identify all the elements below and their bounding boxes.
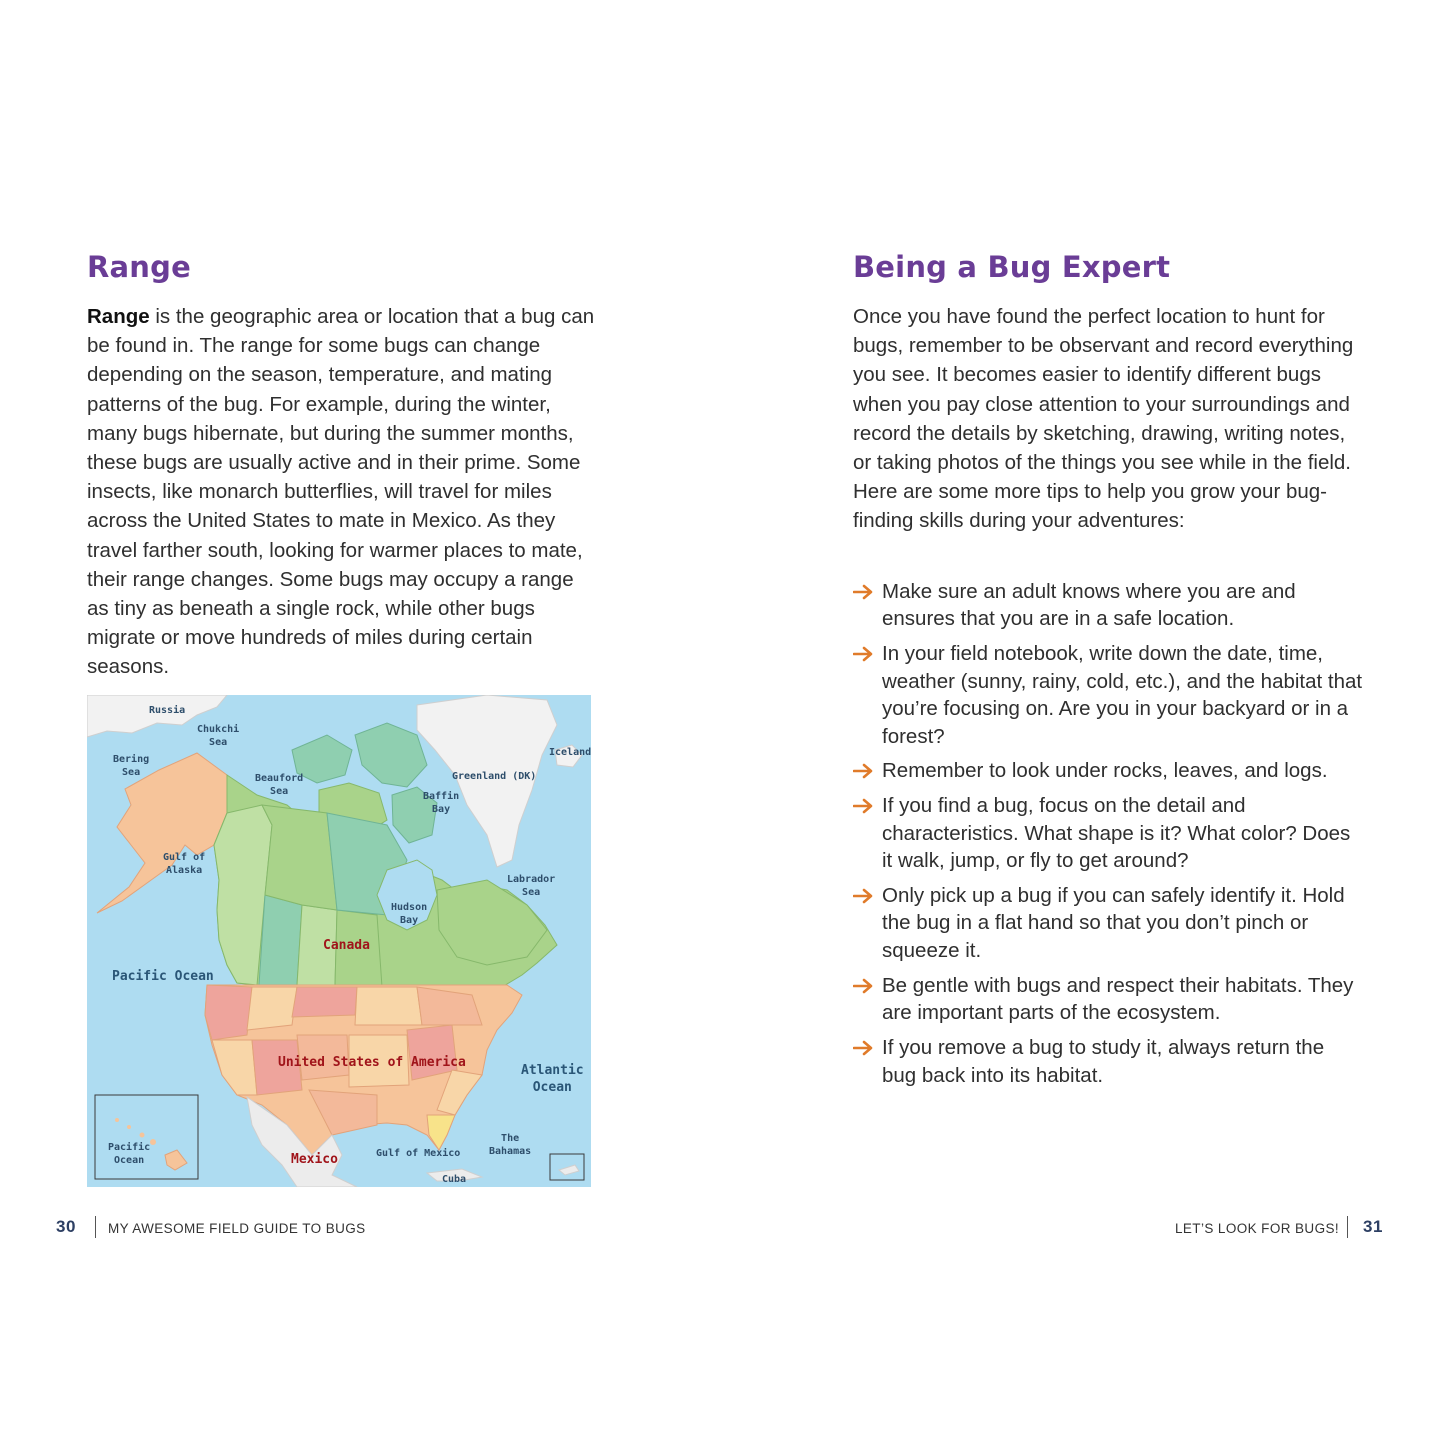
map-label-russia: Russia <box>149 705 186 716</box>
tip-text: Be gentle with bugs and respect their habitats. They are important parts of the ecosystem. <box>882 973 1354 1025</box>
map-label-labrador-sea: Labrador Sea <box>507 874 556 898</box>
left-footer-divider <box>95 1216 96 1238</box>
north-america-map <box>87 695 591 1187</box>
arrow-right-icon <box>853 646 875 662</box>
list-item <box>853 640 1363 750</box>
tip-text: Make sure an adult knows where you are and ensures that you are in a safe location. <box>882 580 1296 631</box>
tip-text: In your field notebook, write down the date, time, weather (sunny, rainy, cold, etc.), and the habitat that you’re focusing on. Are you in your backyard or in a forest? <box>882 642 1363 748</box>
map-label-chukchi-sea: Chukchi Sea <box>197 724 240 748</box>
map-label-baffin-bay: Baffin Bay <box>423 791 460 815</box>
map-label-gulf-of-alaska: Gulf of Alaska <box>163 852 206 876</box>
list-item <box>853 1034 1363 1089</box>
range-heading: Range <box>87 250 191 284</box>
arrow-right-icon <box>853 584 875 600</box>
map-label-bering-sea: Bering Sea <box>113 754 150 778</box>
arrow-right-icon <box>853 1040 875 1056</box>
map-label-gulf-of-mexico: Gulf of Mexico <box>376 1148 461 1159</box>
map-label-canada: Canada <box>323 938 370 953</box>
map-label-usa: United States of America <box>278 1055 466 1070</box>
bug-expert-heading: Being a Bug Expert <box>853 250 1171 284</box>
right-footer-divider <box>1347 1216 1348 1238</box>
map-label-cuba: Cuba <box>442 1174 467 1185</box>
right-running-head: LET’S LOOK FOR BUGS! <box>1175 1221 1340 1236</box>
list-item <box>853 792 1363 874</box>
left-page-number: 30 <box>56 1217 76 1236</box>
tip-text: Only pick up a bug if you can safely identify it. Hold the bug in a flat hand so that you don’t pinch or squeeze it. <box>882 884 1345 962</box>
map-label-pacific-ocean: Pacific Ocean <box>112 969 214 984</box>
left-running-head: MY AWESOME FIELD GUIDE TO BUGS <box>108 1221 366 1236</box>
arrow-right-icon <box>853 763 875 779</box>
list-item <box>853 757 1363 784</box>
right-page-number: 31 <box>1363 1217 1383 1236</box>
map-label-greenland: Greenland (DK) <box>452 771 537 782</box>
arrow-right-icon <box>853 978 875 994</box>
map-label-hudson-bay: Hudson Bay <box>391 902 428 926</box>
map-label-bahamas: The Bahamas <box>489 1133 532 1157</box>
map-label-mexico: Mexico <box>291 1152 338 1167</box>
list-item <box>853 882 1363 964</box>
right-page <box>722 0 1445 1445</box>
map-label-atlantic-ocean: Atlantic Ocean <box>521 1063 584 1095</box>
tips-list <box>853 578 1363 1096</box>
arrow-right-icon <box>853 798 875 814</box>
tip-text: If you find a bug, focus on the detail and characteristics. What shape is it? What color? Does it walk, jump, or fly to get around? <box>882 794 1351 873</box>
arrow-right-icon <box>853 888 875 904</box>
list-item <box>853 972 1363 1027</box>
tip-text: If you remove a bug to study it, always return the bug back into its habitat. <box>882 1036 1325 1087</box>
left-page <box>0 0 722 1445</box>
range-term: Range <box>87 305 150 328</box>
tip-text: Remember to look under rocks, leaves, and logs. <box>882 759 1328 783</box>
map-label-beaufort-sea: Beauford Sea <box>255 773 304 797</box>
range-definition: is the geographic area or location that a bug can be found in. The range for some bugs can change depending on the season, temperature, and mating patterns of the bug. For example, during the winter, many bugs hibernate, but during the summer months, these bugs are usually active and in their prime. Some insects, like monarch butterflies, will travel for miles across the United States to mate in Mexico. As they travel farther south, looking for warmer places to mate, their range changes. Some bugs may occupy a range as tiny as beneath a single rock, while other bugs migrate or move hundreds of miles during certain seasons. <box>87 305 595 679</box>
bug-expert-paragraph: Once you have found the perfect location to hunt for bugs, remember to be observant and record everything you see. It becomes easier to identify different bugs when you pay close attention to your surroundings and record the details by sketching, drawing, writing notes, or taking photos of the things you see while in the field. Here are some more tips to help you grow your bug-finding skills during your adventures: <box>853 305 1354 533</box>
map-label-iceland: Iceland <box>549 747 591 758</box>
range-paragraph <box>87 302 597 682</box>
list-item <box>853 578 1363 633</box>
map-label-pacific-inset: Pacific Ocean <box>108 1142 151 1166</box>
